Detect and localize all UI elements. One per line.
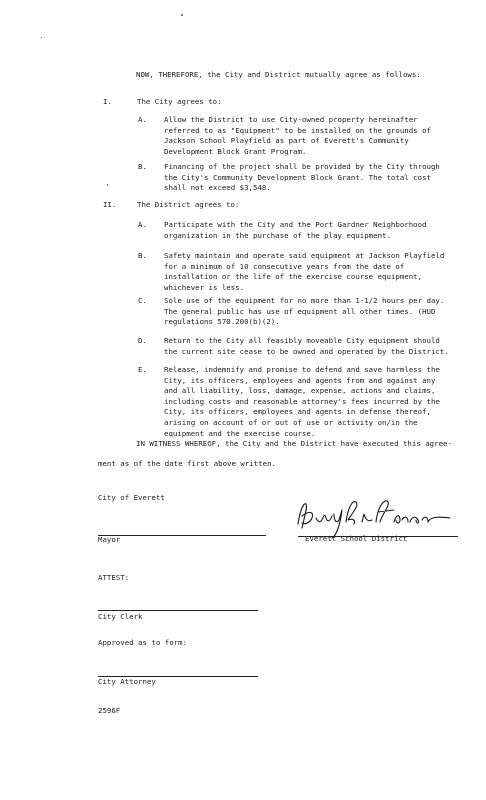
- paragraph-line: shall not exceed $3,548.: [164, 183, 271, 193]
- mayor-signature-line: [98, 535, 266, 536]
- item-paragraph: [164, 251, 444, 293]
- paragraph-line: Sole use of the equipment for no more than 1-1/2 hours per day.: [164, 296, 445, 305]
- paragraph-line: Financing of the project shall be provided by the City through: [164, 162, 440, 171]
- item-letter: B.: [138, 162, 147, 171]
- section-2-heading: The District agrees to:: [137, 200, 240, 209]
- paragraph-line: for a minimum of 10 consecutive years from the date of: [164, 261, 405, 271]
- item-letter: E.: [138, 365, 147, 374]
- item-paragraph: [164, 336, 449, 357]
- paragraph-line: arising on account of or out of use or activity on/in the: [164, 417, 418, 427]
- paragraph-line: whichever is less.: [164, 282, 245, 292]
- paragraph-line: regulations 570.200(b)(2).: [164, 317, 280, 327]
- footer-code: 2596F: [98, 706, 121, 715]
- attorney-label: City Attorney: [98, 677, 156, 686]
- witness-line-1: IN WITNESS WHEREOF, the City and the District have executed this agree-: [136, 439, 452, 448]
- paragraph-line: City, its officers, employees and agents in defense thereof,: [164, 407, 431, 417]
- paragraph-line: including costs and reasonable attorney's fees incurred by the: [164, 396, 440, 406]
- scan-speck: [107, 184, 108, 186]
- item-letter: D.: [138, 336, 147, 345]
- paragraph-line: Release, indemnify and promise to defend and save harmless the: [164, 365, 440, 374]
- paragraph-line: equipment and the exercise course.: [164, 428, 316, 438]
- intro-line: NOW, THEREFORE, the City and District mutually agree as follows:: [136, 70, 421, 79]
- paragraph-line: Development Block Grant Program.: [164, 146, 307, 156]
- item-letter: A.: [138, 115, 147, 124]
- paragraph-line: The general public has use of equipment all other times. (HUD: [164, 306, 436, 316]
- paragraph-line: and all liability, loss, damage, expense, actions and claims,: [164, 386, 436, 396]
- paragraph-line: Participate with the City and the Port Gardner Neighborhood: [164, 220, 427, 229]
- district-label: Everett School District: [305, 534, 408, 543]
- mayor-label: Mayor: [98, 535, 121, 544]
- attest-label: ATTEST:: [98, 573, 130, 582]
- clerk-signature-line: [98, 610, 258, 611]
- paragraph-line: City, its officers, employees and agents from and against any: [164, 375, 436, 385]
- scan-speck: [41, 37, 42, 38]
- paragraph-line: referred to as "Equipment" to be installed on the grounds of: [164, 125, 431, 135]
- item-paragraph: [164, 365, 440, 439]
- scan-speck: [181, 14, 183, 16]
- approved-label: Approved as to form:: [98, 638, 187, 647]
- paragraph-line: Safety maintain and operate said equipment at Jackson Playfield: [164, 251, 445, 260]
- paragraph-line: organization in the purchase of the play equipment.: [164, 230, 391, 240]
- item-paragraph: [164, 220, 427, 241]
- item-letter: C.: [138, 296, 147, 305]
- item-paragraph: [164, 162, 440, 194]
- clerk-label: City Clerk: [98, 612, 143, 621]
- section-1-heading: The City agrees to:: [137, 97, 222, 106]
- city-label: City of Everett: [98, 493, 165, 502]
- item-letter: A.: [138, 220, 147, 229]
- paragraph-line: installation or the life of the exercise course equipment,: [164, 272, 423, 282]
- item-paragraph: [164, 296, 444, 328]
- paragraph-line: the City's Community Development Block Grant. The total cost: [164, 172, 431, 182]
- witness-line-2: ment as of the date first above written.: [98, 459, 276, 468]
- item-paragraph: [164, 115, 431, 157]
- paragraph-line: the current site cease to be owned and operated by the District.: [164, 346, 449, 356]
- section-1-numeral: I.: [103, 97, 112, 106]
- item-letter: B.: [138, 251, 147, 260]
- paragraph-line: Return to the City all feasibly moveable City equipment should: [164, 336, 440, 345]
- paragraph-line: Allow the District to use City-owned property hereinafter: [164, 115, 418, 124]
- section-2-numeral: II.: [103, 200, 117, 209]
- paragraph-line: Jackson School Playfield as part of Everett's Community: [164, 136, 409, 146]
